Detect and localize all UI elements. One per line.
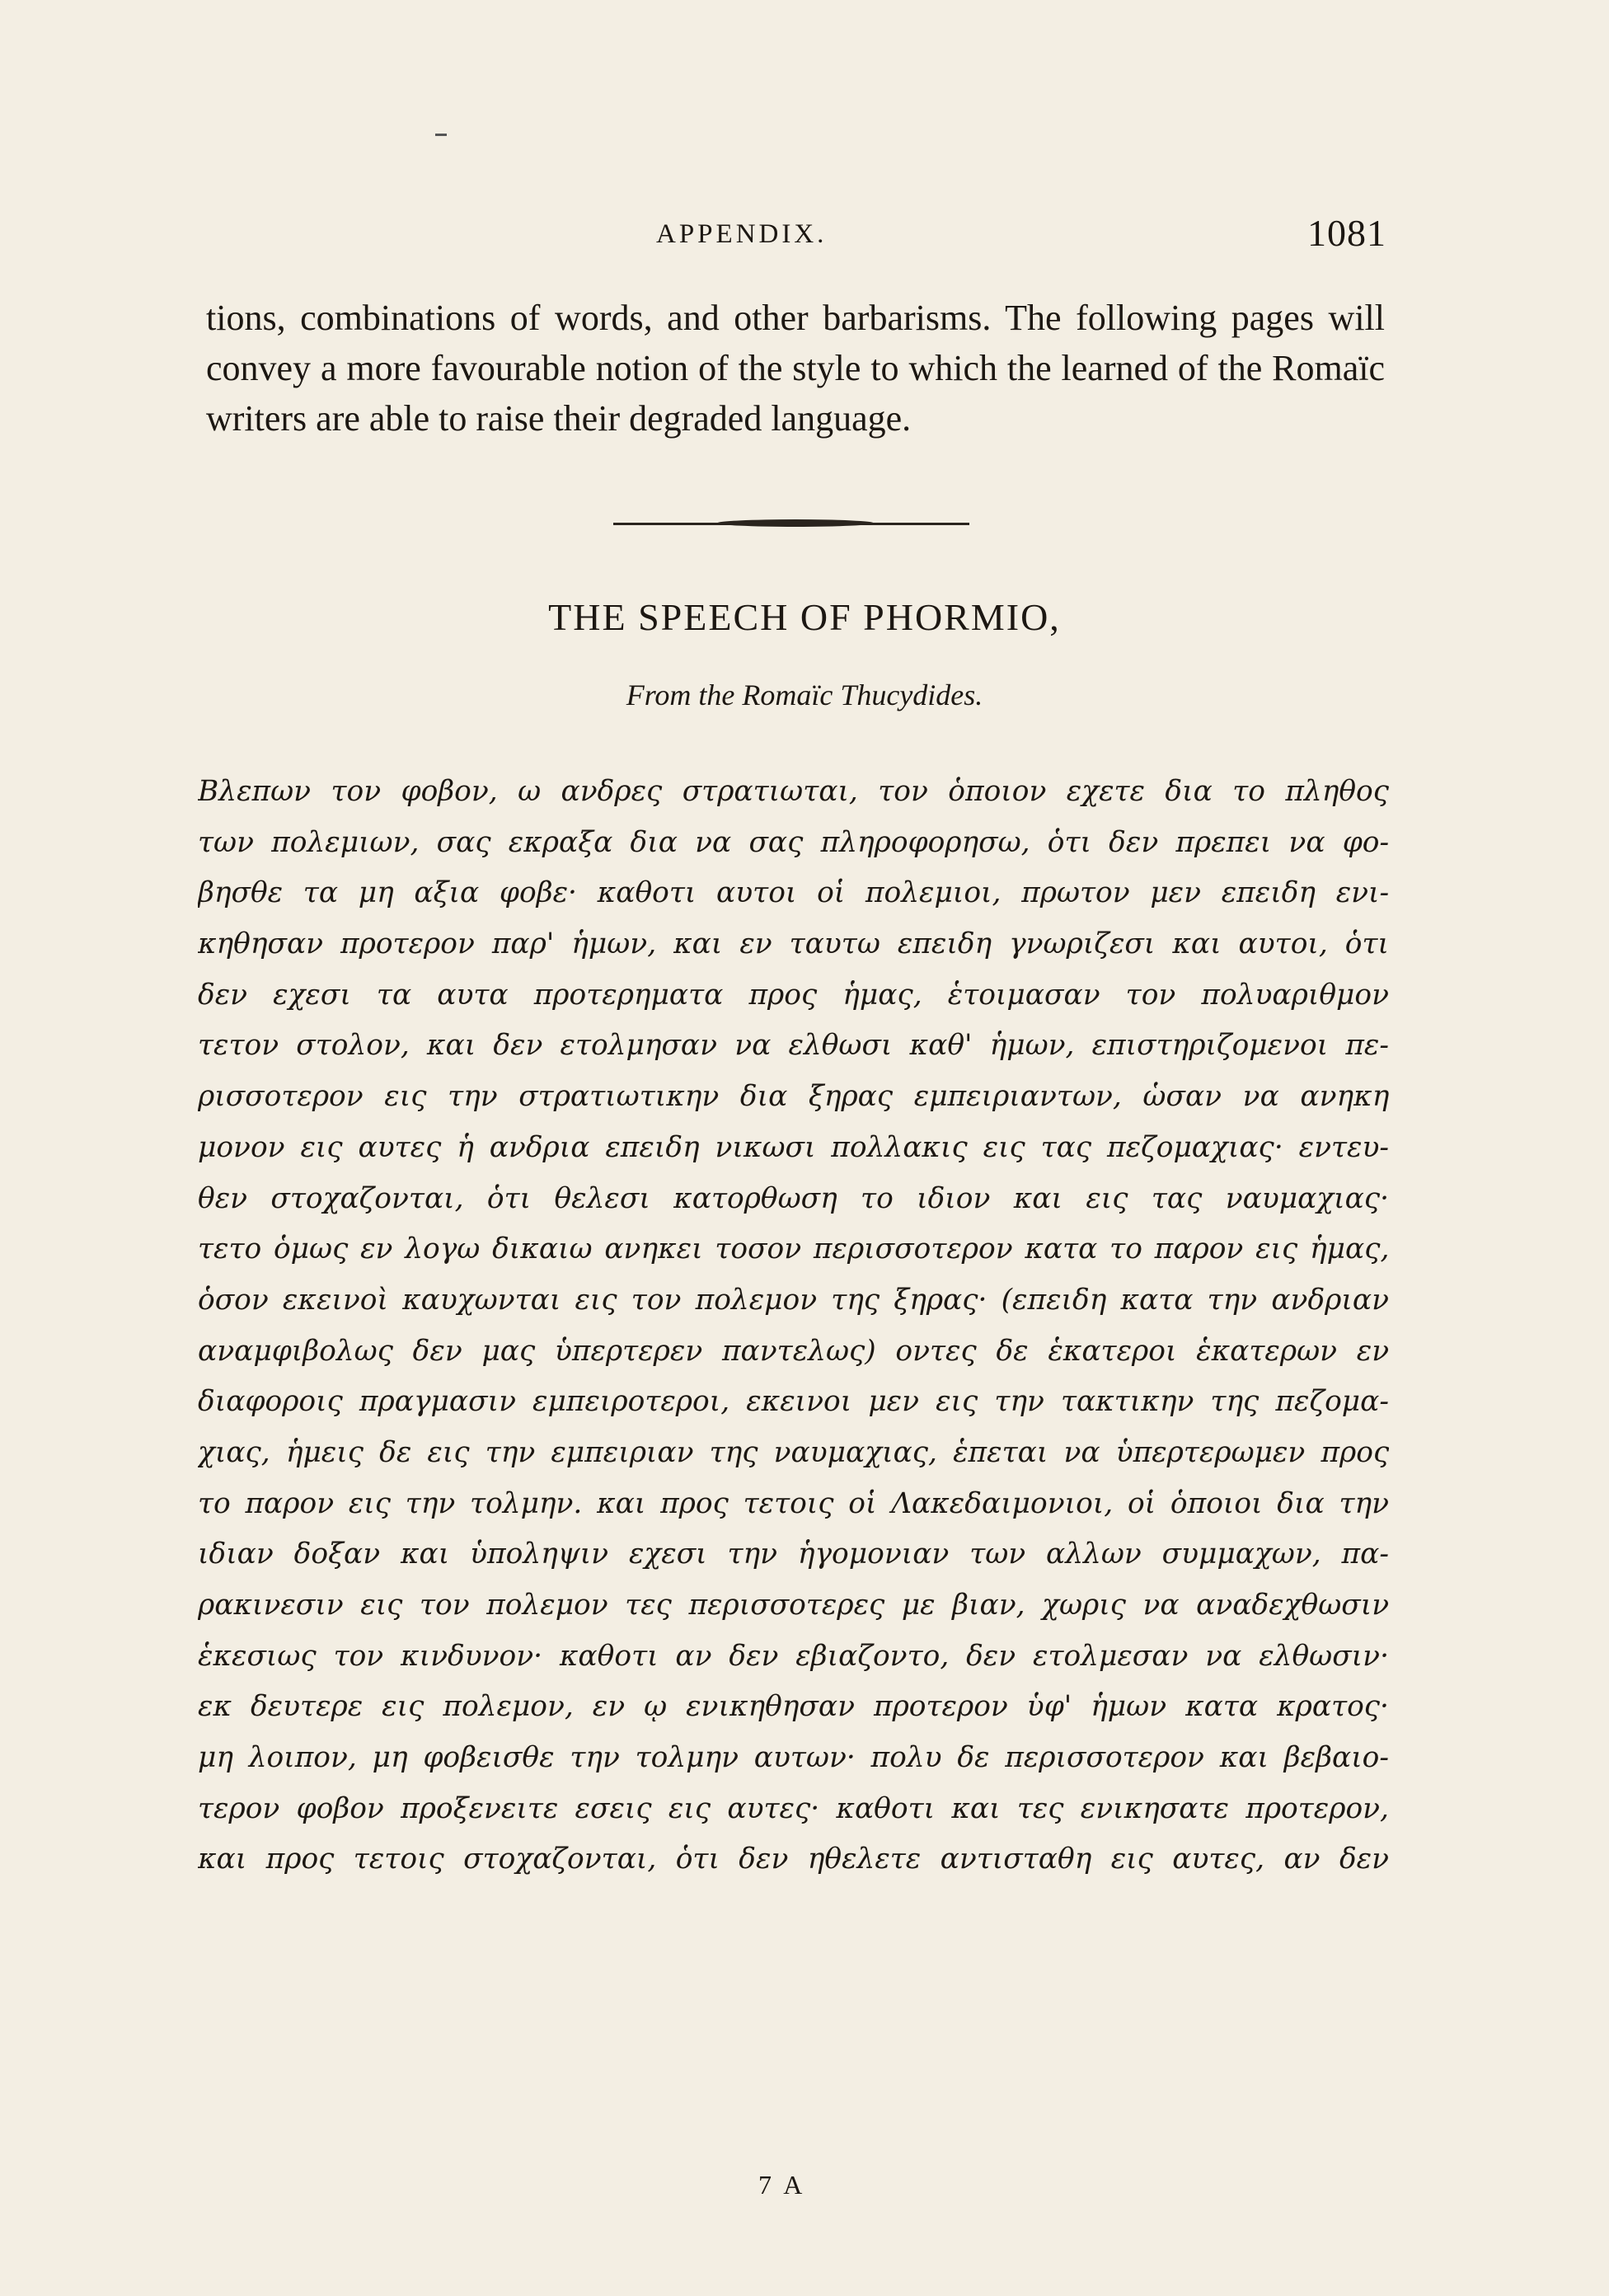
text-line: χιας, ἡμεις δε εις την εμπειριαν της ναυμαχιας, ἑπεται να ὑπερτερωμεν προς [198, 1435, 1389, 1469]
text-line: ὁσον εκεινοὶ καυχωνται εις τον πολεμον της ξηρας· (επειδη κατα την ανδριαν [198, 1283, 1389, 1317]
text-line: και προς τετοις στοχαζονται, ὁτι δεν ηθελετε αντισταθη εις αυτες, αν δεν [198, 1843, 1389, 1876]
page-number: 1081 [1307, 212, 1386, 254]
text-line: τετον στολον, και δεν ετολμησαν να ελθωσι καθ' ἡμων, επιστηριζομενοι πε- [198, 1029, 1389, 1063]
section-divider-ornament [717, 519, 874, 527]
text-line: τερον φοβον προξενειτε εσεις εις αυτες· καθοτι και τες ενικησατε προτερον, [198, 1791, 1389, 1825]
text-line: των πολεμιων, σας εκραξα δια να σας πληροφορησω, ὁτι δεν πρεπει να φο- [198, 825, 1389, 859]
running-title: APPENDIX. [656, 219, 828, 249]
text-line: βησθε τα μη αξια φοβε· καθοτι αυτοι οἱ πολεμιοι, πρωτον μεν επειδη ενι- [198, 876, 1389, 910]
text-line: ρισσοτερον εις την στρατιωτικην δια ξηρας εμπειριαντων, ὡσαν να ανηκη [198, 1080, 1389, 1114]
text-line: ρακινεσιν εις τον πολεμον τες περισσοτερες με βιαν, χωρις να αναδεχθωσιν [198, 1589, 1389, 1622]
text-line: τετο ὁμως εν λογω δικαιω ανηκει τοσον περισσοτερον κατα το παρον εις ἡμας, [198, 1233, 1389, 1266]
intro-paragraph: tions, combinations of words, and other barbarisms. The following pages will convey a more favourable notion of the style to which the learned of the Romaïc writers are able to raise their degraded language. [206, 298, 1385, 439]
text-line: το παρον εις την τολμην. και προς τετοις οἱ Λακεδαιμονιοι, οἱ ὁποιοι δια την [198, 1486, 1389, 1520]
text-line: δεν εχεσι τα αυτα προτερηματα προς ἡμας, ἑτοιμασαν τον πολυαριθμον [198, 978, 1389, 1012]
text-line: κηθησαν προτερον παρ' ἡμων, και εν ταυτω επειδη γνωριζεσι και αυτοι, ὁτι [198, 927, 1389, 961]
text-line: μη λοιπον, μη φοβεισθε την τολμην αυτων· πολυ δε περισσοτερον και βεβαιο- [198, 1741, 1389, 1775]
printer-signature: 7 A [758, 2170, 806, 2200]
text-line: μονον εις αυτες ἡ ανδρια επειδη νικωσι πολλακις εις τας πεζομαχιας· εντευ- [198, 1130, 1389, 1164]
text-line: διαφοροις πραγμασιν εμπειροτεροι, εκεινοι μεν εις την τακτικην της πεζομα- [198, 1385, 1389, 1419]
greek-body-text [198, 767, 1389, 1885]
text-line: Βλεπων τον φοβον, ω ανδρες στρατιωται, τον ὁποιον εχετε δια το πληθος [198, 775, 1389, 808]
text-line: ιδιαν δοξαν και ὑποληψιν εχεσι την ἡγομονιαν των αλλων συμμαχων, πα- [198, 1538, 1389, 1571]
running-head [198, 211, 1386, 261]
text-line: αναμφιβολως δεν μας ὑπερτερεν παντελως) οντες δε ἑκατεροι ἑκατερων εν [198, 1334, 1389, 1368]
section-source: From the Romaïc Thucydides. [626, 678, 983, 711]
text-line: εκ δευτερε εις πολεμον, εν ῳ ενικηθησαν προτερον ὑφ' ἡμων κατα κρατος· [198, 1690, 1389, 1724]
text-line: ἑκεσιως τον κινδυνον· καθοτι αν δεν εβιαζοντο, δεν ετολμεσαν να ελθωσιν· [198, 1639, 1389, 1673]
page-mark [435, 134, 447, 136]
section-title: THE SPEECH OF PHORMIO, [548, 596, 1061, 638]
text-line: θεν στοχαζονται, ὁτι θελεσι κατορθωση το ιδιον και εις τας ναυμαχιας· [198, 1181, 1389, 1215]
